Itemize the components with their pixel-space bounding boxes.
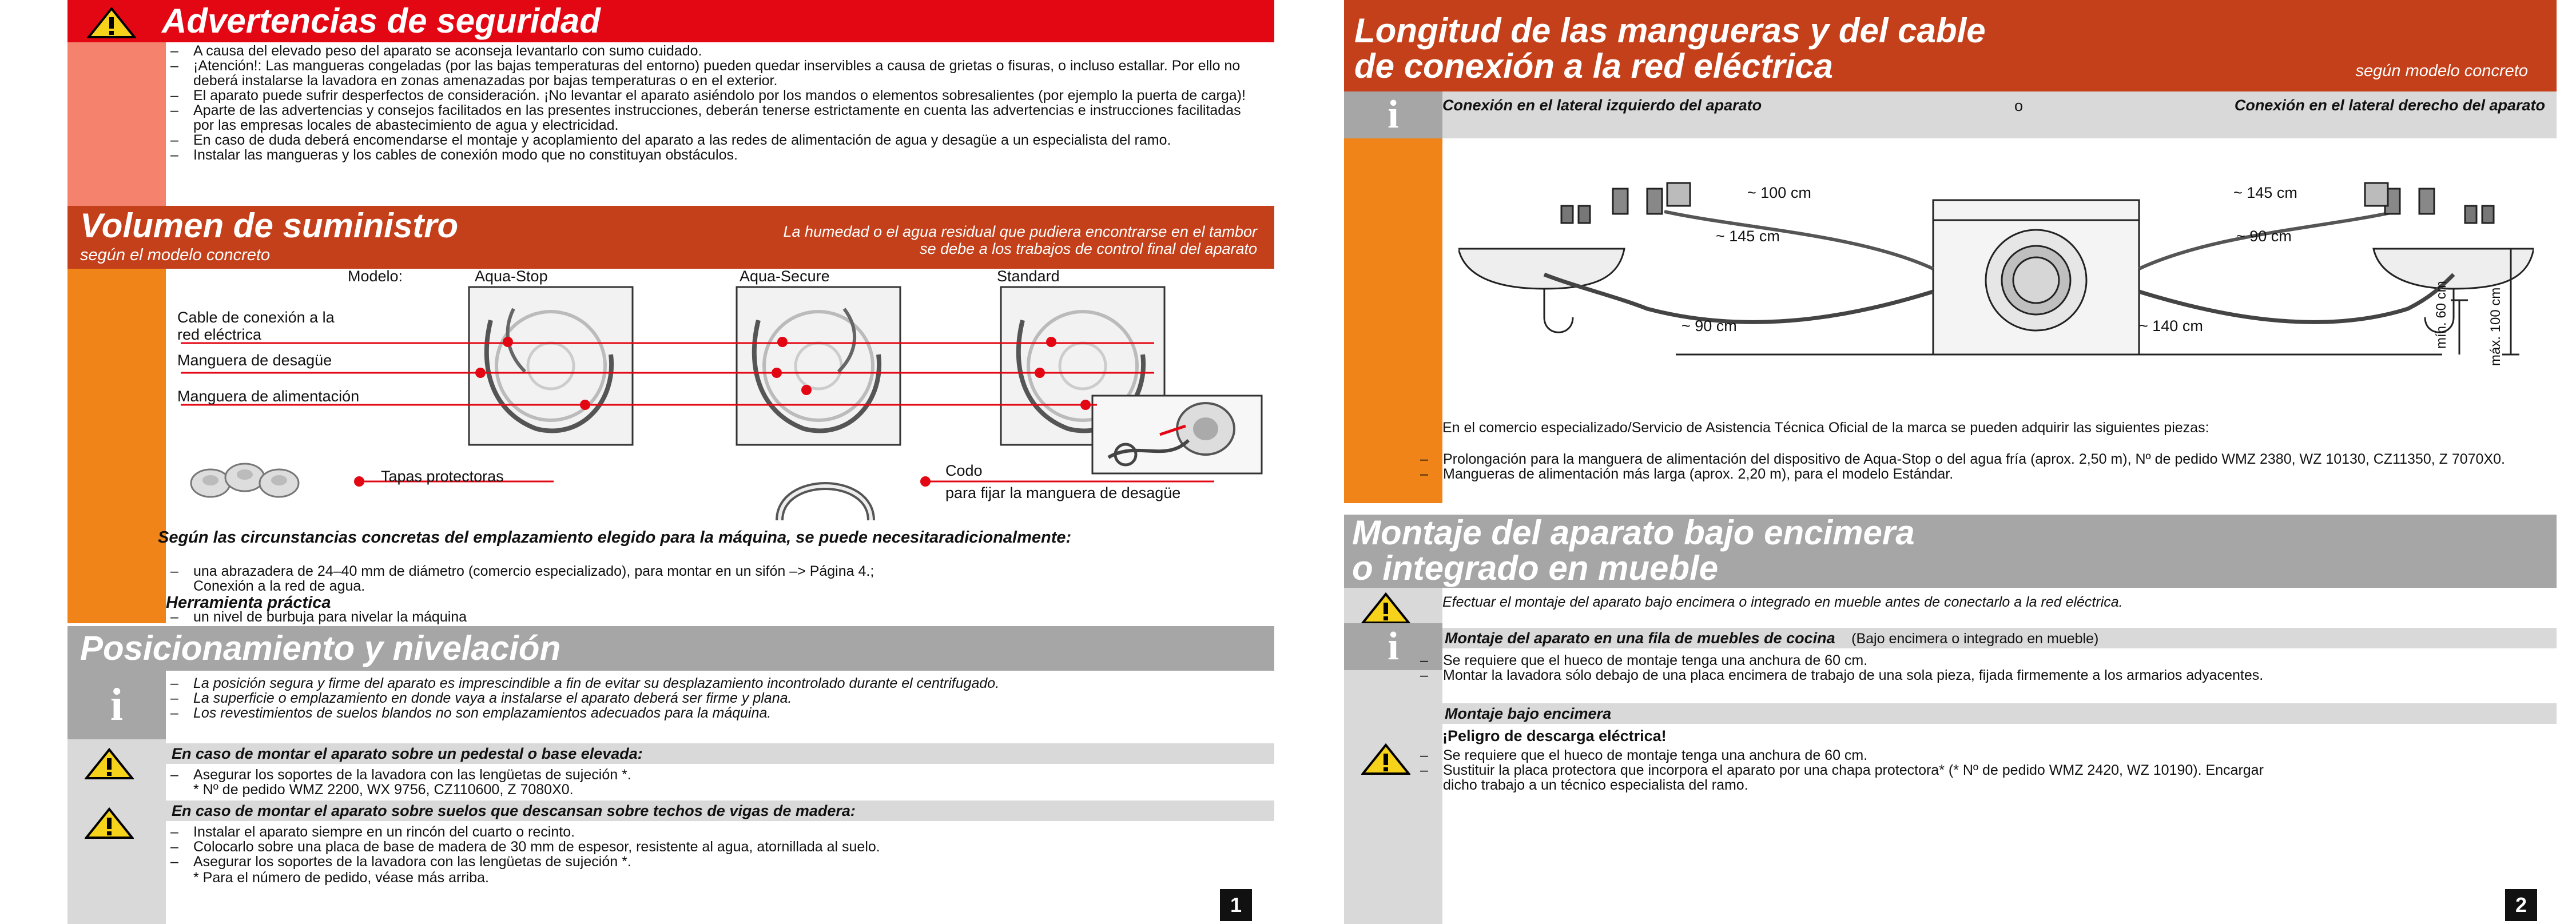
position-info-item: – La superficie o emplazamiento en donde vaya a instalarse el aparato deberá ser firme y plana. bbox=[166, 691, 1253, 706]
washer-rear-aqua-stop bbox=[468, 286, 634, 449]
row-bar bbox=[1442, 628, 2557, 648]
hose-detail-inset bbox=[1091, 395, 1263, 477]
warning-triangle-icon bbox=[1361, 592, 1410, 624]
pedestal-bar bbox=[166, 743, 1274, 764]
dim-145cm-right: ~ 145 cm bbox=[2233, 184, 2297, 201]
dealer-text: En el comercio especializado/Servicio de Asistencia Técnica Oficial de la marca se pueden adquirir las siguientes piezas: bbox=[1442, 420, 2209, 436]
dealer-item: – Mangueras de alimentación más larga (aprox. 2,20 m), para el modelo Estándar. bbox=[1416, 467, 2542, 481]
safety-sidebar bbox=[67, 42, 166, 206]
circumstances-item-2: Conexión a la red de agua. bbox=[193, 578, 365, 594]
model-standard: Standard bbox=[997, 268, 1060, 285]
circumstances-title: Según las circunstancias concretas del emplazamiento elegido para la máquina, se puede necesitaradicionalmente: bbox=[158, 528, 1072, 547]
or-label: o bbox=[2014, 97, 2024, 114]
dim-min-60cm: mín. 60 cm bbox=[2434, 281, 2449, 349]
safety-item: – El aparato puede sufrir desperfectos de consideración. ¡No levantar el aparato asiéndolo por los mandos o elementos sobresalientes (por ejemplo la puerta de carga)! bbox=[166, 88, 1253, 103]
tool-list bbox=[166, 610, 1253, 624]
dealer-item: – Prolongación para la manguera de alimentación del dispositivo de Aqua-Stop o del agua fría (aprox. 2,50 m), Nº de pedido WMZ 2380, WZ 10130, CZ11350, Z 7070X0. bbox=[1416, 452, 2542, 467]
dim-140cm: ~ 140 cm bbox=[2139, 317, 2203, 334]
wood-title: En caso de montar el aparato sobre suelos que descansan sobre techos de vigas de madera: bbox=[172, 802, 856, 819]
mount-title-line1: Montaje del aparato bajo encimera bbox=[1352, 513, 1915, 552]
wood-item: – Instalar el aparato siempre en un rincón del cuarto o recinto. bbox=[166, 825, 1253, 839]
safety-item: – ¡Atención!: Las mangueras congeladas (por las bajas temperaturas del entorno) pueden quedar inservibles a causa de grietas o fisuras, o incluso estallar. Por ello no deberá instalarse la lavadora en zonas amenazadas por bajas temperaturas o en el exterior. bbox=[166, 58, 1253, 88]
supply-subtitle: según el modelo concreto bbox=[80, 246, 271, 264]
model-aqua-stop: Aqua-Stop bbox=[475, 268, 548, 285]
position-info-item: – Los revestimientos de suelos blandos no son emplazamientos adecuados para la máquina. bbox=[166, 706, 1253, 720]
circumstances-item: – una abrazadera de 24–40 mm de diámetro (comercio especializado), para montar en un sifón –> Página 4.; bbox=[166, 564, 1253, 579]
wood-item: – Asegurar los soportes de la lavadora con las lengüetas de sujeción *. bbox=[166, 854, 1253, 869]
label-drain: Manguera de desagüe bbox=[177, 352, 332, 369]
supply-sidebar bbox=[67, 269, 166, 623]
under-item: – Se requiere que el hueco de montaje tenga una anchura de 60 cm. bbox=[1416, 748, 2296, 763]
safety-item: – En caso de duda deberá encomendarse el montaje y acoplamiento del aparato a las redes de alimentación de agua y desagüe a un especialista del ramo. bbox=[166, 133, 1253, 148]
under-bar bbox=[1442, 703, 2557, 724]
page-1 bbox=[67, 0, 1274, 924]
safety-item: – Aparte de las advertencias y consejos facilitados en las presentes instrucciones, deberán tenerse estrictamente en cuenta las advertencias e instrucciones facilitadas por las empresas locales de abastecimiento de agua y electricidad. bbox=[166, 103, 1253, 133]
wood-item: – Colocarlo sobre una placa de base de madera de 30 mm de espesor, resistente al agua, atornillada al suelo. bbox=[166, 839, 1253, 854]
hoses-header bbox=[1344, 0, 2557, 91]
hose-length-diagram bbox=[1458, 166, 2534, 380]
hoses-title-line1: Longitud de las mangueras y del cable bbox=[1354, 11, 1986, 50]
pedestal-list bbox=[166, 767, 1253, 782]
row-title-note: (Bajo encimera o integrado en mueble) bbox=[1851, 631, 2099, 647]
wood-order: * Para el número de pedido, véase más arriba. bbox=[193, 870, 489, 886]
under-title: Montaje bajo encimera bbox=[1445, 705, 1612, 722]
supply-title: Volumen de suministro bbox=[80, 206, 459, 245]
danger-title: ¡Peligro de descarga eléctrica! bbox=[1442, 727, 1667, 744]
dim-145cm-left: ~ 145 cm bbox=[1716, 228, 1780, 245]
mount-title-line2: o integrado en mueble bbox=[1352, 549, 1719, 587]
pedestal-order: * Nº de pedido WMZ 2200, WX 9756, CZ110600, Z 7080X0. bbox=[193, 782, 574, 798]
hoses-subtitle: según modelo concreto bbox=[2355, 62, 2528, 80]
safety-header bbox=[67, 0, 1274, 42]
under-list bbox=[1416, 748, 2296, 792]
protective-caps-image bbox=[188, 457, 302, 506]
info-icon: i bbox=[1388, 93, 1399, 137]
row-item: – Montar la lavadora sólo debajo de una placa encimera de trabajo de una sola pieza, fijada firmemente a los armarios adyacentes. bbox=[1416, 668, 2302, 683]
info-box bbox=[67, 671, 166, 739]
tool-title: Herramienta práctica bbox=[166, 594, 331, 612]
info-icon: i bbox=[110, 680, 124, 730]
position-info-list bbox=[166, 676, 1253, 720]
connection-bar bbox=[1442, 91, 2557, 138]
warning-triangle-icon bbox=[85, 807, 134, 839]
safety-list bbox=[166, 43, 1253, 162]
warning-triangle-icon bbox=[85, 748, 134, 780]
position-title: Posicionamiento y nivelación bbox=[80, 629, 561, 667]
row-list bbox=[1416, 653, 2542, 683]
supply-note: La humedad o el agua residual que pudiera encontrarse en el tambor se debe a los trabajos de control final del aparato bbox=[783, 223, 1257, 257]
model-aqua-secure: Aqua-Secure bbox=[740, 268, 830, 285]
page-number: 2 bbox=[2505, 889, 2537, 921]
mount-warning: Efectuar el montaje del aparato bajo encimera o integrado en mueble antes de conectarlo a la red eléctrica. bbox=[1442, 594, 2123, 610]
left-connection-label: Conexión en el lateral izquierdo del aparato bbox=[1442, 97, 1762, 114]
info-box bbox=[1344, 91, 1442, 138]
label-cable: Cable de conexión a la red eléctrica bbox=[177, 309, 335, 343]
wood-bar bbox=[166, 800, 1274, 821]
dealer-list bbox=[1416, 452, 2542, 481]
mount-header bbox=[1344, 515, 2557, 588]
right-connection-label: Conexión en el lateral derecho del aparato bbox=[2234, 97, 2545, 114]
position-info-item: – La posición segura y firme del aparato es imprescindible a fin de evitar su desplazamiento incontrolado durante el centrifugado. bbox=[166, 676, 1253, 691]
elbow-image bbox=[768, 463, 882, 529]
dim-100cm: ~ 100 cm bbox=[1747, 184, 1811, 201]
info-icon: i bbox=[1388, 624, 1399, 668]
label-elbow: Codo bbox=[945, 462, 983, 479]
tool-item: – un nivel de burbuja para nivelar la máquina bbox=[166, 610, 1253, 624]
page-2 bbox=[1344, 0, 2557, 924]
label-inlet: Manguera de alimentación bbox=[177, 388, 360, 405]
warning-triangle-icon bbox=[87, 7, 136, 39]
supply-header bbox=[67, 206, 1274, 269]
dim-90cm-left: ~ 90 cm bbox=[1681, 317, 1737, 334]
pedestal-title: En caso de montar el aparato sobre un pedestal o base elevada: bbox=[172, 745, 643, 762]
washer-rear-aqua-secure bbox=[736, 286, 901, 449]
wood-list bbox=[166, 825, 1253, 869]
model-label: Modelo: bbox=[348, 268, 403, 285]
safety-item: – A causa del elevado peso del aparato se aconseja levantarlo con sumo cuidado. bbox=[166, 43, 1253, 58]
pedestal-item: – Asegurar los soportes de la lavadora con las lengüetas de sujeción *. bbox=[166, 767, 1253, 782]
dim-max-100cm: máx. 100 cm bbox=[2488, 287, 2503, 366]
label-caps: Tapas protectoras bbox=[381, 468, 504, 485]
circumstances-list bbox=[166, 564, 1253, 579]
safety-item: – Instalar las mangueras y los cables de conexión modo que no constituyan obstáculos. bbox=[166, 148, 1253, 162]
row-title: Montaje del aparato en una fila de muebles de cocina bbox=[1445, 630, 1835, 647]
hoses-title-line2: de conexión a la red eléctrica bbox=[1354, 47, 1834, 85]
page-number: 1 bbox=[1220, 889, 1252, 921]
label-elbow-desc: para fijar la manguera de desagüe bbox=[945, 484, 1181, 501]
position-header bbox=[67, 626, 1274, 671]
hoses-sidebar bbox=[1344, 91, 1442, 503]
warning-triangle-icon bbox=[1361, 743, 1410, 775]
row-item: – Se requiere que el hueco de montaje tenga una anchura de 60 cm. bbox=[1416, 653, 2542, 668]
dim-90cm-right: ~ 90 cm bbox=[2236, 228, 2292, 245]
safety-title: Advertencias de seguridad bbox=[162, 2, 601, 40]
under-item: – Sustituir la placa protectora que incorpora el aparato por una chapa protectora* (* Nº de pedido WMZ 2420, WZ 10190). Encargar dicho trabajo a un técnico especialista del ramo. bbox=[1416, 763, 2296, 792]
